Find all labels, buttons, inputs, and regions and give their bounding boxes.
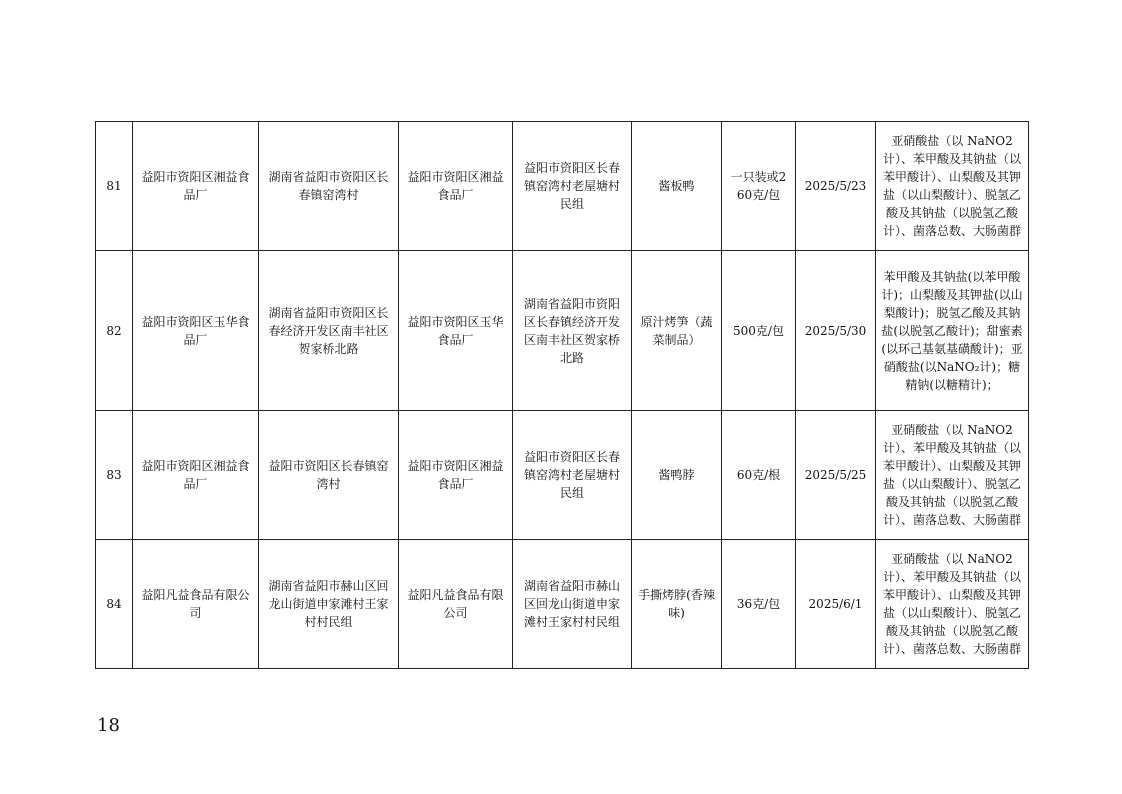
row-number: 84 <box>96 540 133 669</box>
product-spec: 60克/根 <box>722 411 796 540</box>
product-name: 酱鸭脖 <box>632 411 722 540</box>
test-items: 苯甲酸及其钠盐(以苯甲酸计)；山梨酸及其钾盐(以山梨酸计)；脱氢乙酸及其钠盐(以脱氢乙酸计)；甜蜜素(以环己基氨基磺酸计)；亚硝酸盐(以NaNO₂计)；糖精钠(以糖精计)； <box>876 251 1029 411</box>
product-name: 手撕烤脖(香辣味) <box>632 540 722 669</box>
seller-name: 益阳市资阳区玉华食品厂 <box>399 251 513 411</box>
producer-name: 益阳市资阳区湘益食品厂 <box>133 122 259 251</box>
row-number: 83 <box>96 411 133 540</box>
production-date: 2025/5/23 <box>796 122 876 251</box>
product-spec: 36克/包 <box>722 540 796 669</box>
product-name: 原汁烤笋（蔬菜制品） <box>632 251 722 411</box>
test-items: 亚硝酸盐（以 NaNO2计）、苯甲酸及其钠盐（以苯甲酸计）、山梨酸及其钾盐（以山梨酸计）、脱氢乙酸及其钠盐（以脱氢乙酸计）、菌落总数、大肠菌群 <box>876 411 1029 540</box>
producer-address: 湖南省益阳市赫山区回龙山街道申家滩村王家村村民组 <box>259 540 399 669</box>
producer-address: 湖南省益阳市资阳区长春镇窑湾村 <box>259 122 399 251</box>
product-name: 酱板鸭 <box>632 122 722 251</box>
producer-address: 益阳市资阳区长春镇窑湾村 <box>259 411 399 540</box>
seller-name: 益阳凡益食品有限公司 <box>399 540 513 669</box>
test-items: 亚硝酸盐（以 NaNO2计）、苯甲酸及其钠盐（以苯甲酸计）、山梨酸及其钾盐（以山梨酸计）、脱氢乙酸及其钠盐（以脱氢乙酸计）、菌落总数、大肠菌群 <box>876 122 1029 251</box>
seller-address: 湖南省益阳市资阳区长春镇经济开发区南丰社区贺家桥北路 <box>513 251 632 411</box>
row-number: 81 <box>96 122 133 251</box>
table-row <box>96 122 1029 251</box>
producer-name: 益阳市资阳区湘益食品厂 <box>133 411 259 540</box>
producer-name: 益阳市资阳区玉华食品厂 <box>133 251 259 411</box>
producer-address: 湖南省益阳市资阳区长春经济开发区南丰社区贺家桥北路 <box>259 251 399 411</box>
table-row <box>96 540 1029 669</box>
production-date: 2025/6/1 <box>796 540 876 669</box>
sampling-results-table <box>95 121 1029 669</box>
product-spec: 一只装或260克/包 <box>722 122 796 251</box>
producer-name: 益阳凡益食品有限公司 <box>133 540 259 669</box>
table-row <box>96 251 1029 411</box>
test-items: 亚硝酸盐（以 NaNO2计）、苯甲酸及其钠盐（以苯甲酸计）、山梨酸及其钾盐（以山梨酸计）、脱氢乙酸及其钠盐（以脱氢乙酸计）、菌落总数、大肠菌群 <box>876 540 1029 669</box>
production-date: 2025/5/30 <box>796 251 876 411</box>
seller-address: 益阳市资阳区长春镇窑湾村老屋塘村民组 <box>513 122 632 251</box>
seller-name: 益阳市资阳区湘益食品厂 <box>399 122 513 251</box>
seller-address: 益阳市资阳区长春镇窑湾村老屋塘村民组 <box>513 411 632 540</box>
table-row <box>96 411 1029 540</box>
production-date: 2025/5/25 <box>796 411 876 540</box>
row-number: 82 <box>96 251 133 411</box>
page-number: 18 <box>97 715 120 736</box>
seller-name: 益阳市资阳区湘益食品厂 <box>399 411 513 540</box>
product-spec: 500克/包 <box>722 251 796 411</box>
seller-address: 湖南省益阳市赫山区回龙山街道申家滩村王家村村民组 <box>513 540 632 669</box>
